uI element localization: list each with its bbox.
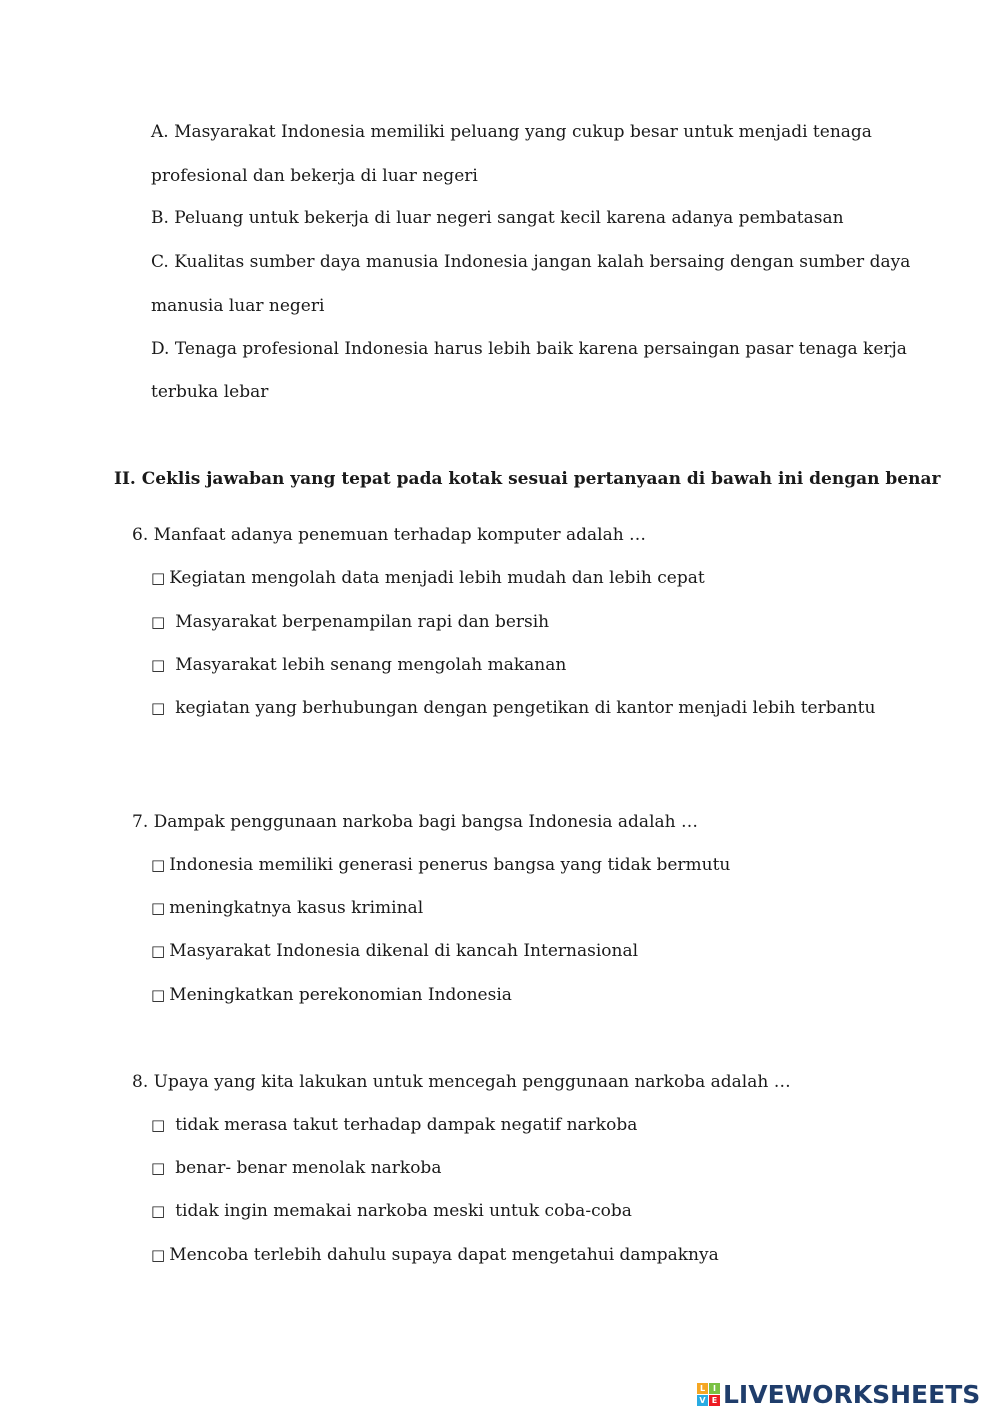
- logo-mark-v: V: [697, 1395, 708, 1406]
- checkbox-icon[interactable]: □: [151, 699, 166, 717]
- logo-mark-i: I: [709, 1383, 720, 1394]
- q7-option-1-label: Indonesia memiliki generasi penerus bangsa yang tidak bermutu: [169, 855, 731, 875]
- question-8: 8. Upaya yang kita lakukan untuk mencegah penggunaan narkoba adalah …: [132, 1072, 791, 1092]
- checkbox-icon[interactable]: □: [151, 1116, 166, 1134]
- q8-option-4[interactable]: [151, 1244, 719, 1266]
- q6-option-2-label: Masyarakat berpenampilan rapi dan bersih: [175, 612, 550, 632]
- logo-text: LIVEWORKSHEETS: [723, 1379, 981, 1409]
- logo-mark-e: E: [709, 1395, 720, 1406]
- option-a-line-2: profesional dan bekerja di luar negeri: [151, 166, 478, 186]
- q7-option-2[interactable]: [151, 897, 423, 919]
- q6-option-3-label: Masyarakat lebih senang mengolah makanan: [175, 655, 567, 675]
- option-b: B. Peluang untuk bekerja di luar negeri sangat kecil karena adanya pembatasan: [151, 208, 844, 228]
- q6-option-3[interactable]: [151, 654, 566, 676]
- q7-option-3[interactable]: [151, 940, 638, 962]
- q8-option-1-label: tidak merasa takut terhadap dampak negatif narkoba: [175, 1115, 638, 1135]
- q8-option-2-label: benar- benar menolak narkoba: [175, 1158, 442, 1178]
- option-a-line-1: A. Masyarakat Indonesia memiliki peluang yang cukup besar untuk menjadi tenaga: [151, 122, 872, 142]
- section-2-heading: II. Ceklis jawaban yang tepat pada kotak sesuai pertanyaan di bawah ini dengan benar: [114, 469, 941, 489]
- logo-mark-icon: [697, 1383, 720, 1406]
- q6-option-1-label: Kegiatan mengolah data menjadi lebih mudah dan lebih cepat: [169, 568, 705, 588]
- checkbox-icon[interactable]: □: [151, 942, 166, 960]
- q6-option-4[interactable]: [151, 697, 875, 719]
- q8-option-2[interactable]: [151, 1157, 441, 1179]
- q8-option-1[interactable]: [151, 1114, 637, 1136]
- checkbox-icon[interactable]: □: [151, 1202, 166, 1220]
- q8-option-3-label: tidak ingin memakai narkoba meski untuk coba-coba: [175, 1201, 632, 1221]
- q8-option-4-label: Mencoba terlebih dahulu supaya dapat mengetahui dampaknya: [169, 1245, 719, 1265]
- option-c-line-2: manusia luar negeri: [151, 296, 325, 316]
- q7-option-3-label: Masyarakat Indonesia dikenal di kancah Internasional: [169, 941, 639, 961]
- question-7: 7. Dampak penggunaan narkoba bagi bangsa Indonesia adalah …: [132, 812, 698, 832]
- checkbox-icon[interactable]: □: [151, 1246, 166, 1264]
- option-c-line-1: C. Kualitas sumber daya manusia Indonesia jangan kalah bersaing dengan sumber daya: [151, 252, 911, 272]
- q7-option-1[interactable]: [151, 854, 730, 876]
- checkbox-icon[interactable]: □: [151, 569, 166, 587]
- checkbox-icon[interactable]: □: [151, 1159, 166, 1177]
- q6-option-1[interactable]: [151, 567, 705, 589]
- q6-option-4-label: kegiatan yang berhubungan dengan pengetikan di kantor menjadi lebih terbantu: [175, 698, 876, 718]
- option-d-line-2: terbuka lebar: [151, 382, 269, 402]
- liveworksheets-logo: [697, 1377, 993, 1411]
- q7-option-2-label: meningkatnya kasus kriminal: [169, 898, 424, 918]
- q7-option-4[interactable]: [151, 984, 512, 1006]
- q6-option-2[interactable]: [151, 611, 549, 633]
- question-6: 6. Manfaat adanya penemuan terhadap komputer adalah …: [132, 525, 647, 545]
- q7-option-4-label: Meningkatkan perekonomian Indonesia: [169, 985, 512, 1005]
- checkbox-icon[interactable]: □: [151, 899, 166, 917]
- logo-mark-l: L: [697, 1383, 708, 1394]
- option-d-line-1: D. Tenaga profesional Indonesia harus lebih baik karena persaingan pasar tenaga kerja: [151, 339, 907, 359]
- checkbox-icon[interactable]: □: [151, 613, 166, 631]
- checkbox-icon[interactable]: □: [151, 856, 166, 874]
- q8-option-3[interactable]: [151, 1200, 632, 1222]
- checkbox-icon[interactable]: □: [151, 986, 166, 1004]
- checkbox-icon[interactable]: □: [151, 656, 166, 674]
